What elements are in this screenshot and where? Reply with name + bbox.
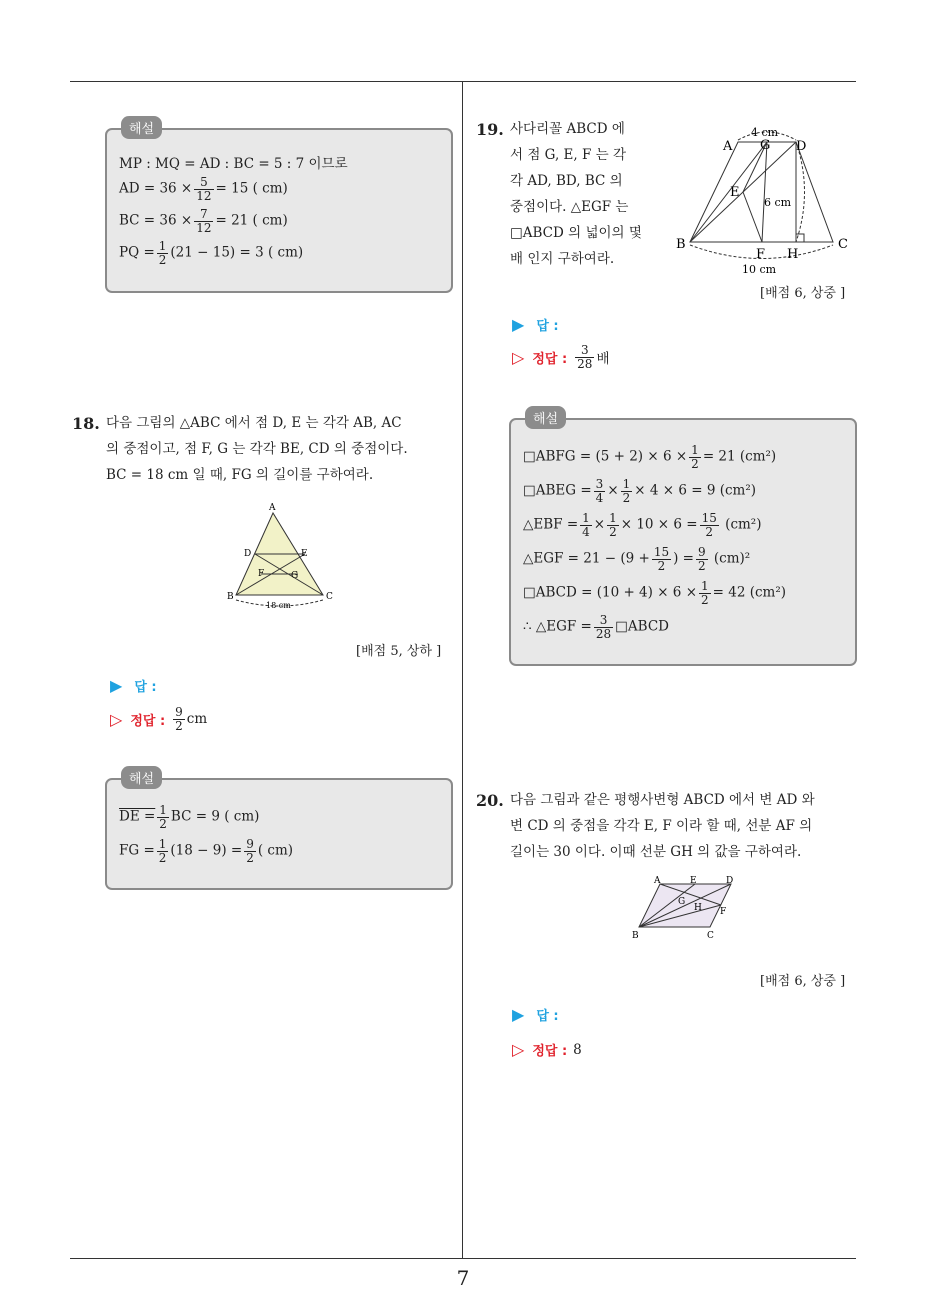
figure-trapezoid-19 [668,122,858,280]
label-A: A [723,139,733,154]
solution-line: DE = $\frac{1}{2}$ BC = 9 ( cm) [119,803,260,831]
solution-line: FG = $\frac{1}{2}$ (18 − 9) = $\frac{9}{2}$ ( cm) [119,837,294,865]
solution-line: AD = 36 × $\frac{5}{12}$ = 15 ( cm) [119,175,288,203]
figure-triangle-18 [225,500,340,615]
label-H: H [694,903,702,913]
answer-row-18: ▶ 답 : [110,676,157,695]
solution-line: △EGF = 21 − (9 + $\frac{15}{2}$ ) = $\frac{9}{2}$ (cm)² [523,545,751,573]
label-D: D [244,549,252,559]
solution-tag: 해설 [121,766,162,789]
answer-row-20: ▶ 답 : [512,1005,559,1024]
answer-row-19: ▶ 답 : [512,315,559,334]
question-number-20: 20. [476,791,504,810]
question-text-20: 다음 그림과 같은 평행사변형 ABCD 에서 변 AD 와 변 CD 의 중점을 각각 E, F 이라 할 때, 선분 AF 의 길이는 30 이다. 이때 선분 GH 의 값을 구하여라. [510,792,815,860]
play-icon: ▶ [512,315,525,334]
column-divider [462,81,463,1258]
play-icon: ▶ [110,676,123,695]
label-B: B [676,237,686,252]
label-F: F [258,569,265,579]
solution-box-18 [105,772,453,890]
label-F: F [720,907,727,917]
solution-line: MP : MQ = AD : BC = 5 : 7 이므로 [119,156,348,172]
solution-line: PQ = $\frac{1}{2}$ (21 − 15) = 3 ( cm) [119,239,304,267]
label-E: E [690,876,697,886]
solution-line: □ABFG = (5 + 2) × 6 × $\frac{1}{2}$ = 21 (cm²) [523,443,777,471]
label-A: A [269,503,276,513]
correct-answer-19: ▷ 정답 : 3 28 배 [512,343,610,371]
solution-line: □ABCD = (10 + 4) × 6 × $\frac{1}{2}$ = 42 (cm²) [523,579,787,607]
top-length: 4 cm [751,126,779,139]
label-B: B [227,592,234,602]
label-E: E [301,549,308,559]
bottom-length: 10 cm [742,263,777,276]
label-C: C [838,237,848,252]
label-F: F [756,247,766,262]
label-D: D [796,139,807,154]
label-D: D [726,876,734,886]
header-rule [70,81,856,82]
height-length: 6 cm [764,196,792,209]
solution-line: BC = 36 × $\frac{7}{12}$ = 21 ( cm) [119,207,288,235]
outline-triangle-icon: ▷ [512,347,525,367]
question-text-19: 사다리꼴 ABCD 에 서 점 G, E, F 는 각 각 AD, BD, BC 의 중점이다. △EGF 는 □ABCD 의 넓이의 몇 배 인지 구하여라. [510,121,642,267]
label-B: B [632,931,639,941]
play-icon: ▶ [512,1005,525,1024]
points-18: [배점 5, 상하 ] [356,644,442,659]
question-text-18: 다음 그림의 △ABC 에서 점 D, E 는 각각 AB, AC 의 중점이고, 점 F, G 는 각각 BE, CD 의 중점이다. BC = 18 cm 일 때, FG 의 길이를 구하여라. [106,415,408,483]
solution-tag: 해설 [121,116,162,139]
label-A: A [654,876,661,886]
question-number-18: 18. [72,414,100,433]
solution-box-19 [509,412,857,666]
label-C: C [326,592,333,602]
label-C: C [707,931,714,941]
question-number-19: 19. [476,120,504,139]
correct-answer-18: ▷ 정답 : 9 2 cm [110,705,208,733]
figure-parallelogram-20 [628,872,753,944]
label-G: G [291,571,299,581]
solution-line: △EBF = $\frac{1}{4}$ × $\frac{1}{2}$ × 10 × 6 = $\frac{15}{2}$ (cm²) [523,511,762,539]
label-H: H [787,247,799,262]
label-G: G [760,138,771,153]
footer-rule [70,1258,856,1259]
label-G: G [678,897,686,907]
page-number: 7 [456,1266,470,1290]
correct-answer-20: ▷ 정답 : 8 [512,1040,582,1059]
solution-line: ∴ △EGF = $\frac{3}{28}$ □ABCD [523,613,669,641]
points-19: [배점 6, 상중 ] [760,286,846,301]
outline-triangle-icon: ▷ [512,1040,525,1059]
length-label: 18 cm [266,601,291,610]
label-E: E [730,185,740,200]
solution-box-17 [105,122,453,293]
outline-triangle-icon: ▷ [110,709,123,729]
solution-line: □ABEG = $\frac{3}{4}$ × $\frac{1}{2}$ × 4 × 6 = 9 (cm²) [523,477,757,505]
solution-tag: 해설 [525,406,566,429]
points-20: [배점 6, 상중 ] [760,974,846,989]
